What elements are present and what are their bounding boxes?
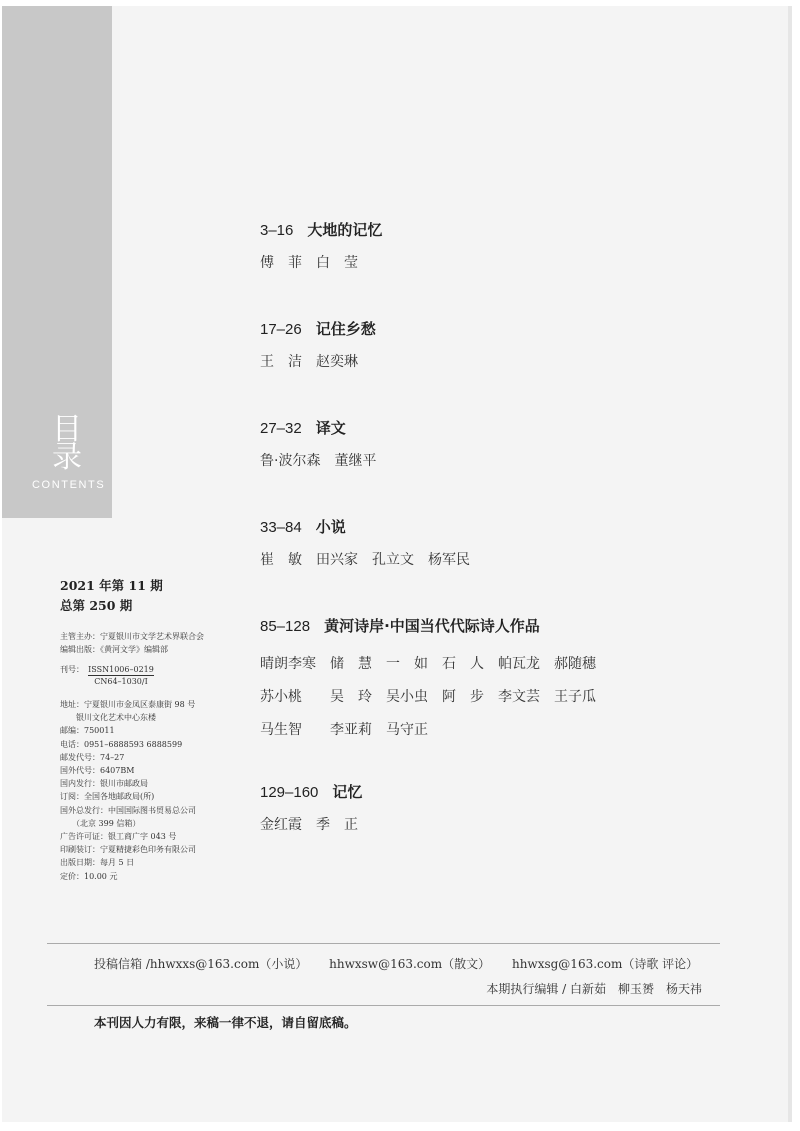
divider (47, 1005, 720, 1006)
email-novel[interactable]: 投稿信箱 /hhwxxs@163.com（小说） (94, 957, 308, 971)
page-range: 27–32 (260, 420, 302, 437)
divider (47, 943, 720, 944)
section-title: 大地的记忆 (307, 221, 383, 239)
author-row: 苏小桃 吴 玲 吴小虫 阿 步 李文芸 王子瓜 (260, 689, 596, 705)
kanhao-number (88, 664, 154, 687)
section-title: 记住乡愁 (315, 320, 376, 338)
toc-heading[interactable] (260, 417, 740, 438)
toc-heading[interactable] (260, 318, 740, 339)
toc-section (260, 781, 740, 835)
toc-heading[interactable] (260, 781, 740, 802)
author-list: 傅 菲 白 莹 (260, 255, 358, 271)
author-list: 鲁·波尔森 董继平 (260, 453, 377, 469)
price: 定价：10.00 元 (60, 871, 118, 881)
email-prose[interactable]: hhwxsw@163.com（散文） (329, 957, 491, 971)
section-title: 译文 (315, 419, 346, 437)
page-range: 85–128 (260, 618, 311, 635)
author-list: 王 洁 赵奕琳 (260, 354, 358, 370)
sidebar-title-bottom: 录 (52, 440, 82, 475)
intl-code: 国外代号：6407BM (60, 766, 135, 776)
author-row: 马生智 李亚莉 马守正 (260, 722, 428, 738)
email-poetry[interactable]: hhwxsg@163.com（诗歌 评论） (511, 957, 699, 971)
kanhao-label: 刊号： (60, 665, 84, 674)
author-list (260, 648, 740, 747)
contents-label: CONTENTS (32, 479, 106, 491)
toc-heading[interactable] (260, 516, 740, 537)
author-row: 晴朗李寒 储 慧 一 如 石 人 帕瓦龙 郝随穗 (260, 656, 596, 672)
toc-heading[interactable] (260, 219, 740, 240)
total-issue: 总第 250 期 (60, 598, 133, 613)
page-range: 17–26 (260, 321, 302, 338)
page-edge (788, 6, 792, 1122)
submission-emails (94, 955, 716, 972)
editor: 编辑出版：《黄河文学》编辑部 (60, 645, 168, 655)
issue-info (60, 576, 163, 616)
postcode: 邮编：750011 (60, 726, 115, 736)
subscription: 订阅：全国各地邮政局(所) (60, 792, 155, 802)
submission-notice: 本刊因人力有限，来稿一律不退，请自留底稿。 (94, 1015, 357, 1030)
overseas-distribution-2: （北京 399 信箱） (60, 818, 141, 828)
toc-heading[interactable] (260, 615, 740, 636)
executive-editors: 本期执行编辑 / 白新茹 柳玉赟 杨天祎 (486, 982, 702, 996)
printer: 印刷装订：宁夏精捷彩色印务有限公司 (60, 845, 196, 855)
page-range: 3–16 (260, 222, 294, 239)
address: 地址：宁夏银川市金凤区泰康街 98 号 (60, 700, 196, 709)
phone: 电话：0951–6888593 6888599 (60, 739, 183, 749)
sponsor: 主管主办：宁夏银川市文学艺术界联合会 (60, 632, 204, 641)
page-range: 33–84 (260, 519, 302, 536)
kanhao-block (60, 664, 154, 686)
section-title: 小说 (315, 518, 346, 536)
toc-section (260, 219, 740, 273)
publisher-info (60, 698, 196, 883)
page-range: 129–160 (260, 784, 319, 801)
issue-number: 2021 年第 11 期 (60, 578, 163, 593)
toc-section (260, 615, 740, 747)
address-line-2: 银川文化艺术中心东楼 (60, 713, 156, 723)
domestic-distribution: 国内发行：银川市邮政局 (60, 779, 148, 789)
toc-section (260, 318, 740, 372)
ad-license: 广告许可证：银工商广字 043 号 (60, 832, 177, 842)
postal-code: 邮发代号：74–27 (60, 752, 125, 762)
cn-number: CN64–1030/I (94, 677, 148, 686)
issn: ISSN1006–0219 (88, 665, 154, 674)
author-list: 金红霞 季 正 (260, 817, 358, 833)
toc-section (260, 516, 740, 570)
overseas-distribution: 国外总发行：中国国际图书贸易总公司 (60, 805, 196, 815)
toc-section (260, 417, 740, 471)
section-title: 记忆 (332, 783, 363, 801)
pub-date: 出版日期：每月 5 日 (60, 858, 135, 868)
author-list: 崔 敏 田兴家 孔立文 杨军民 (260, 552, 470, 568)
section-title: 黄河诗岸·中国当代代际诗人作品 (324, 617, 540, 635)
publisher-info-top (60, 630, 204, 656)
sidebar-title-top: 目 (52, 412, 82, 447)
